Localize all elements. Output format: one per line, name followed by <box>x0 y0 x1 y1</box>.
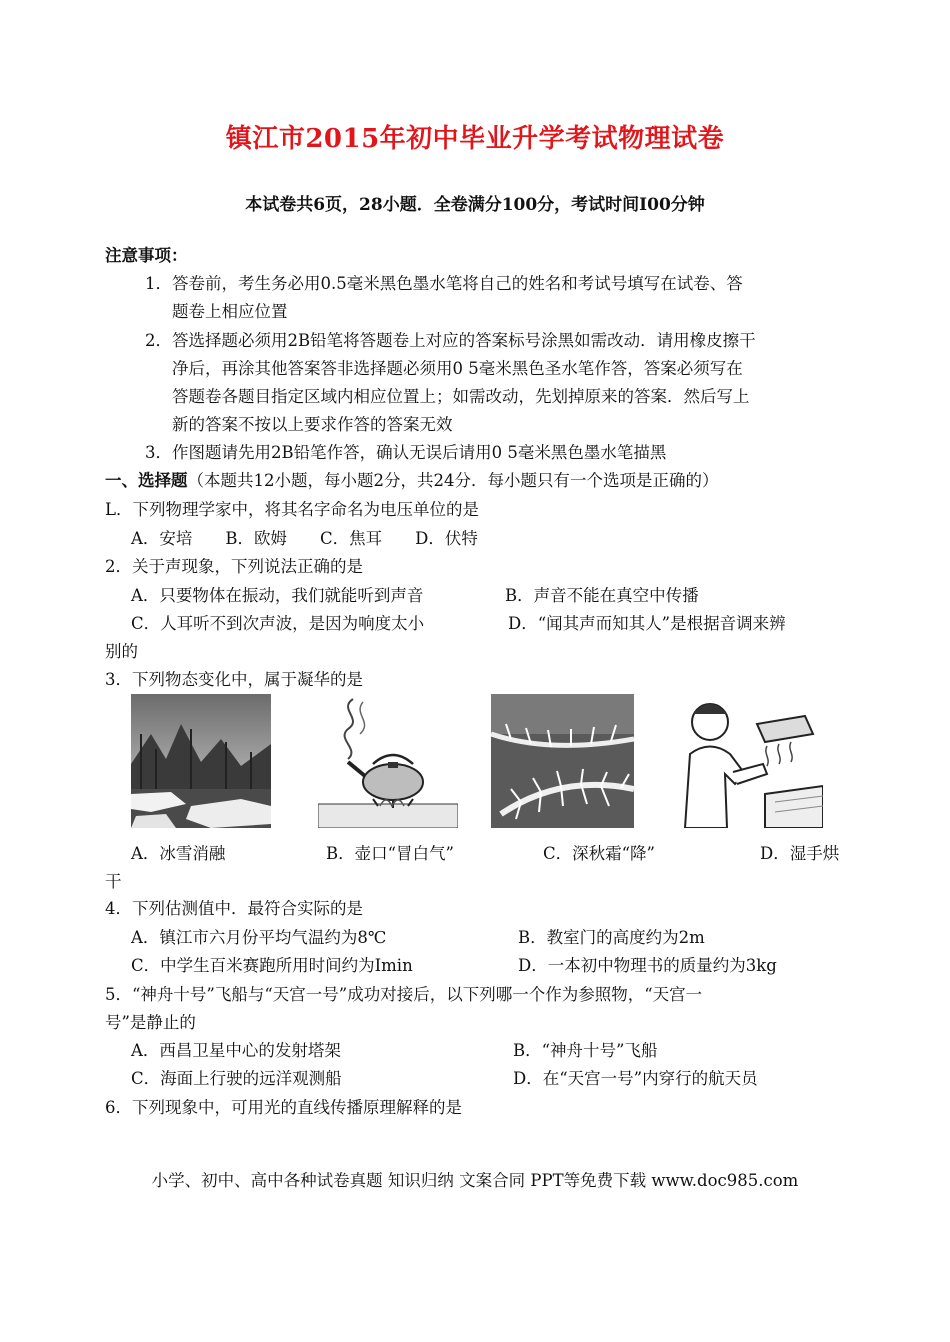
question-4-option-c: C．中学生百米赛跑所用时间约为Imin <box>131 956 413 975</box>
hand-dryer-drawing <box>675 694 823 828</box>
section-title: 一、选择题 <box>105 471 188 490</box>
question-4-stem: 4．下列估测值中．最符合实际的是 <box>105 899 363 918</box>
question-3-option-d: D．湿手烘 <box>760 844 840 863</box>
question-2-option-b: B．声音不能在真空中传播 <box>505 586 699 605</box>
question-2-stem: 2．关于声现象，下列说法正确的是 <box>105 557 363 576</box>
question-1-stem: L．下列物理学家中，将其名字命名为电压单位的是 <box>105 500 479 519</box>
question-4-option-b: B．教室门的高度约为2m <box>518 928 705 947</box>
notice-item-3: 3．作图题请先用2B铅笔作答，确认无误后请用0 5毫米黑色墨水笔描黑 <box>145 443 667 462</box>
question-5-stem-cont: 号”是静止的 <box>105 1013 196 1032</box>
question-4-option-a: A．镇江市六月份平均气温约为8℃ <box>131 928 387 947</box>
question-3-option-a: A．冰雪消融 <box>131 844 226 863</box>
question-5-option-d: D．在“天宫一号”内穿行的航天员 <box>513 1069 758 1088</box>
question-3-option-c: C．深秋霜“降” <box>543 844 655 863</box>
question-2-option-d: D．“闻其声而知其人”是根据音调来辨 <box>508 614 786 633</box>
question-3-option-d-cont: 干 <box>105 872 122 891</box>
question-2-option-c: C．人耳听不到次声波，是因为响度太小 <box>131 614 425 633</box>
kettle-steam-drawing <box>318 694 458 828</box>
document-title: 镇江市2015年初中毕业升学考试物理试卷 <box>225 124 725 154</box>
question-1-options: A．安培 B．欧姆 C．焦耳 D．伏特 <box>131 529 478 548</box>
question-2-option-d-cont: 别的 <box>105 642 138 661</box>
page-footer: 小学、初中、高中各种试卷真题 知识归纳 文案合同 PPT等免费下载 www.doc985.com <box>151 1171 799 1190</box>
notice-item-1: 1．答卷前，考生务必用0.5毫米黑色墨水笔将自己的姓名和考试号填写在试卷、答 <box>145 274 743 293</box>
question-3-option-b: B．壶口“冒白气” <box>326 844 454 863</box>
question-4-option-d: D．一本初中物理书的质量约为3kg <box>518 956 777 975</box>
notice-heading: 注意事项： <box>105 246 188 265</box>
question-6-stem: 6．下列现象中，可用光的直线传播原理解释的是 <box>105 1098 462 1117</box>
notice-item-2: 2．答选择题必须用2B铅笔将答题卷上对应的答案标号涂黑如需改动．请用橡皮擦干 <box>145 331 756 350</box>
question-5-option-c: C．海面上行驶的远洋观测船 <box>131 1069 342 1088</box>
section-heading <box>105 469 719 493</box>
question-5-option-a: A．西昌卫星中心的发射塔架 <box>131 1041 341 1060</box>
question-2-option-a: A．只要物体在振动，我们就能听到声音 <box>131 586 424 605</box>
notice-item-2-cont-2: 答题卷各题目指定区域内相应位置上；如需改动，先划掉原来的答案．然后写上 <box>172 387 750 406</box>
question-3-stem: 3．下列物态变化中，属于凝华的是 <box>105 670 363 689</box>
section-note: （本题共12小题，每小题2分，共24分．每小题只有一个选项是正确的） <box>187 471 719 490</box>
notice-item-2-cont-1: 净后，再涂其他答案答非选择题必须用0 5毫米黑色圣水笔作答，答案必须写在 <box>172 359 743 378</box>
notice-item-2-cont-3: 新的答案不按以上要求作答的答案无效 <box>172 415 453 434</box>
question-5-stem: 5．“神舟十号”飞船与“天宫一号”成功对接后，以下列哪一个作为参照物，“天宫一 <box>105 985 703 1004</box>
ice-melting-photo <box>131 694 271 828</box>
exam-info: 本试卷共6页，28小题．全卷满分100分，考试时间I00分钟 <box>245 195 705 215</box>
frost-branch-photo <box>491 694 634 828</box>
question-5-option-b: B．“神舟十号”飞船 <box>513 1041 658 1060</box>
notice-item-1-cont: 题卷上相应位置 <box>172 302 288 321</box>
